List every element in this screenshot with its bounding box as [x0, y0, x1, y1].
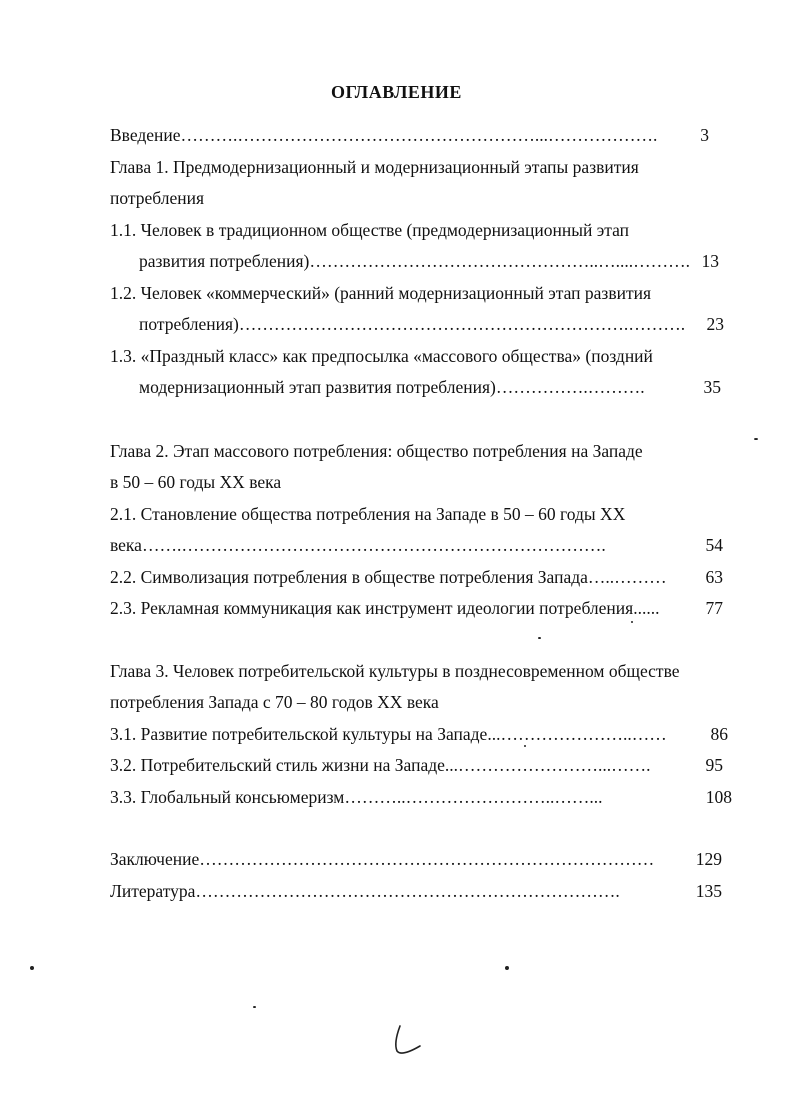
- scan-speck: [754, 438, 758, 440]
- toc-page-number: 129: [695, 849, 722, 869]
- toc-page-number: 35: [703, 377, 721, 397]
- chapter-2-title-cont: в 50 – 60 годы XX века: [110, 472, 282, 492]
- toc-page-number: 108: [705, 787, 732, 807]
- toc-entry-title: 3.2. Потребительский стиль жизни на Западе: [110, 755, 445, 775]
- toc-leader-dots: ………..……………………..……...: [344, 787, 603, 807]
- toc-entry-3-1: [110, 723, 728, 745]
- toc-entry-intro: [110, 124, 709, 146]
- toc-leader-dots: …….……………………………………………………………….: [141, 535, 606, 555]
- toc-page-number: 3: [700, 125, 709, 145]
- toc-page-number: 54: [705, 535, 723, 555]
- toc-entry-title: века: [110, 535, 142, 555]
- toc-entry-title: развития потребления): [139, 251, 310, 271]
- toc-leader-dots: ...……………………...…….: [444, 755, 651, 775]
- toc-entry-2-2: [110, 566, 723, 588]
- toc-page-number: 77: [705, 598, 723, 618]
- toc-leader-dots: …………………………………………..…....……….: [309, 251, 690, 271]
- toc-page-number: 135: [695, 881, 722, 901]
- toc-leader-dots: ……………………………………………………………………: [199, 849, 655, 869]
- toc-page-number: 63: [705, 567, 723, 587]
- chapter-1-title-cont: потребления: [110, 188, 205, 208]
- toc-entry-literature: [110, 880, 722, 902]
- toc-entry-title: Литература: [110, 881, 196, 901]
- toc-page-number: 23: [706, 314, 724, 334]
- toc-entry-title: 2.2. Символизация потребления в обществе потребления Запада: [110, 567, 588, 587]
- scan-speck: [631, 621, 633, 623]
- toc-entry-1-2-cont: [139, 313, 724, 335]
- toc-entry-title: модернизационный этап развития потребления): [139, 377, 496, 397]
- toc-entry-3-2: [110, 754, 723, 776]
- scan-speck: [505, 966, 509, 970]
- toc-entry-1-2: 1.2. Человек «коммерческий» (ранний модернизационный этап развития: [110, 283, 652, 303]
- chapter-1-title: Глава 1. Предмодернизационный и модернизационный этапы развития: [110, 157, 639, 177]
- toc-entry-title: 3.3. Глобальный консьюмеризм: [110, 787, 345, 807]
- scan-speck: [30, 966, 34, 970]
- toc-leader-dots: ...…………………..……: [487, 724, 667, 744]
- toc-leader-dots: ……………………………………………………………….: [195, 881, 620, 901]
- toc-entry-title: Заключение: [110, 849, 200, 869]
- toc-leader-dots: ………………………………………………………….……….: [238, 314, 686, 334]
- toc-leader-dots: …..………: [587, 567, 667, 587]
- toc-entry-2-1: 2.1. Становление общества потребления на Западе в 50 – 60 годы XX: [110, 504, 626, 524]
- toc-entry-title: 3.1. Развитие потребительской культуры на Западе: [110, 724, 488, 744]
- toc-entry-1-3: 1.3. «Праздный класс» как предпосылка «массового общества» (поздний: [110, 346, 653, 366]
- chapter-2-title: Глава 2. Этап массового потребления: общество потребления на Западе: [110, 441, 643, 461]
- toc-page-number: 13: [701, 251, 719, 271]
- toc-entry-title: 2.3. Рекламная коммуникация как инструмент идеологии потребления: [110, 598, 634, 618]
- scan-speck: [524, 745, 526, 747]
- toc-leader-dots: ......: [633, 598, 660, 618]
- toc-leader-dots: ……….……………………………………………...……………….: [180, 125, 658, 145]
- toc-entry-title: потребления): [139, 314, 239, 334]
- toc-page-number: 86: [710, 724, 728, 744]
- scan-speck: [253, 1006, 256, 1008]
- toc-page-number: 95: [705, 755, 723, 775]
- toc-entry-1-1-cont: [139, 250, 719, 272]
- toc-entry-3-3: [110, 786, 732, 808]
- toc-entry-2-1-cont: [110, 534, 723, 556]
- toc-entry-title: Введение: [110, 125, 181, 145]
- toc-leader-dots: …………….……….: [495, 377, 645, 397]
- chapter-3-title: Глава 3. Человек потребительской культуры в позднесовременном обществе: [110, 661, 680, 681]
- scan-speck: [538, 637, 541, 639]
- toc-entry-1-3-cont: [139, 376, 721, 398]
- toc-entry-conclusion: [110, 848, 722, 870]
- handwritten-mark-icon: [388, 1022, 428, 1058]
- toc-entry-1-1: 1.1. Человек в традиционном обществе (предмодернизационный этап: [110, 220, 629, 240]
- page-title: ОГЛАВЛЕНИЕ: [331, 82, 462, 102]
- toc-entry-2-3: [110, 597, 723, 619]
- chapter-3-title-cont: потребления Запада с 70 – 80 годов XX века: [110, 692, 439, 712]
